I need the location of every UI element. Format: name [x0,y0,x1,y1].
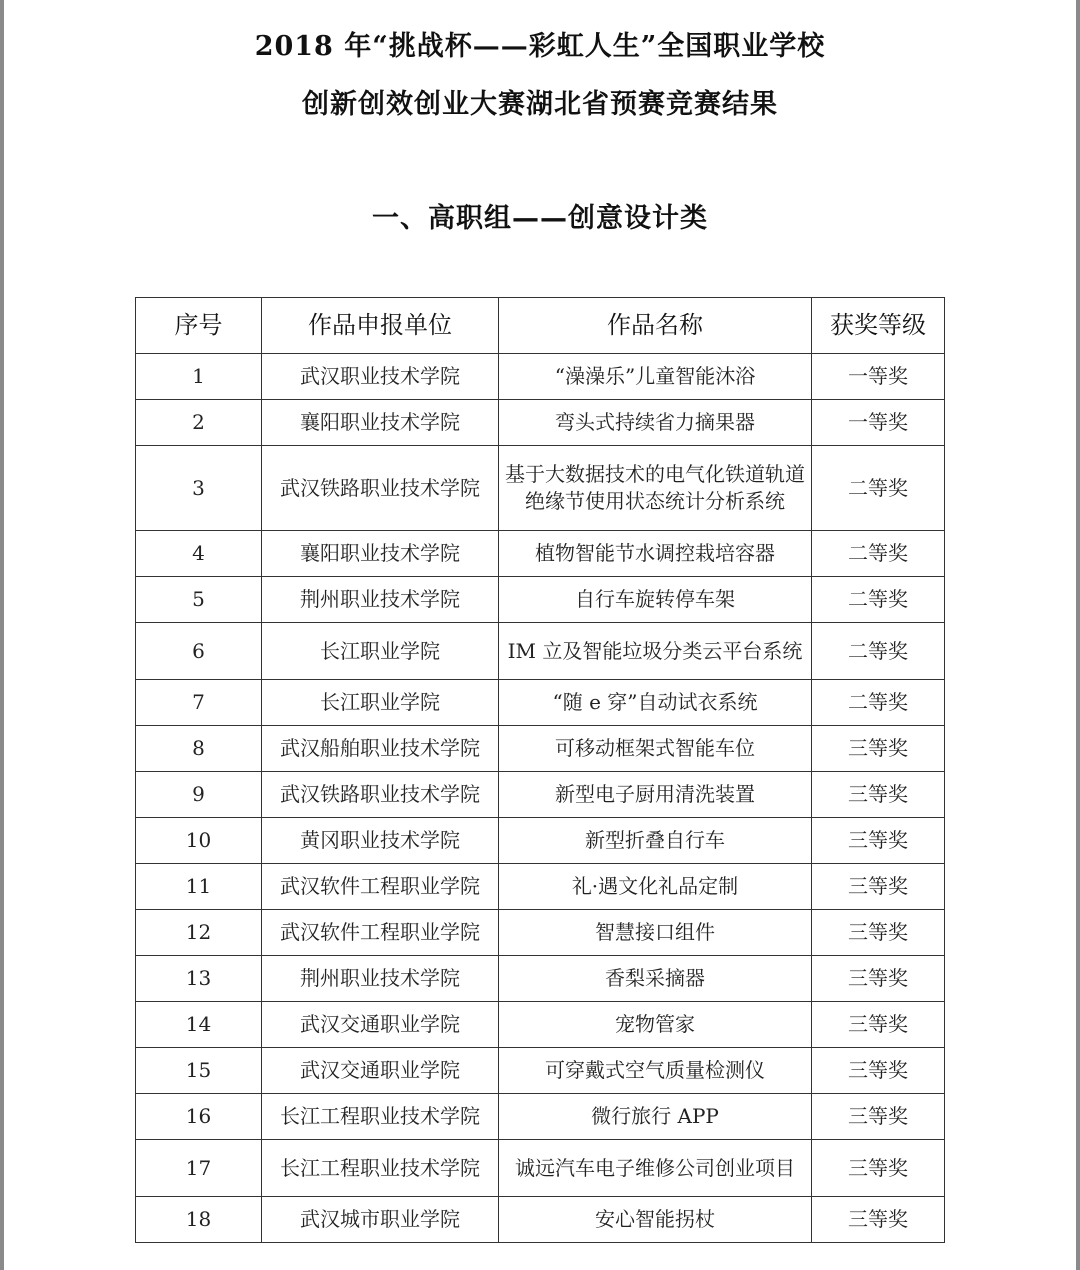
cell-serial-number: 14 [136,1002,262,1048]
document-title-line1: 2018 年“挑战杯——彩虹人生”全国职业学校 [254,31,826,62]
table-row [136,400,945,446]
cell-serial-number: 2 [136,400,262,446]
table-row [136,531,945,577]
cell-award-level: 三等奖 [812,726,945,772]
cell-award-level: 三等奖 [812,1094,945,1140]
cell-serial-number: 15 [136,1048,262,1094]
cell-award-level: 三等奖 [812,1140,945,1197]
cell-submitting-unit: 荆州职业技术学院 [262,956,499,1002]
cell-work-name: 安心智能拐杖 [499,1197,812,1243]
cell-serial-number: 10 [136,818,262,864]
cell-serial-number: 5 [136,577,262,623]
cell-work-name: “随 e 穿”自动试衣系统 [499,680,812,726]
page-edge-left [0,0,4,1270]
cell-work-name: IM 立及智能垃圾分类云平台系统 [499,623,812,680]
cell-serial-number: 8 [136,726,262,772]
cell-award-level: 三等奖 [812,956,945,1002]
cell-work-name: 新型电子厨用清洗装置 [499,772,812,818]
cell-submitting-unit: 武汉软件工程职业学院 [262,864,499,910]
cell-award-level: 三等奖 [812,1002,945,1048]
cell-submitting-unit: 武汉铁路职业技术学院 [262,446,499,531]
cell-submitting-unit: 武汉职业技术学院 [262,354,499,400]
cell-work-name: 可移动框架式智能车位 [499,726,812,772]
cell-award-level: 二等奖 [812,446,945,531]
cell-serial-number: 6 [136,623,262,680]
cell-award-level: 三等奖 [812,772,945,818]
cell-submitting-unit: 长江工程职业技术学院 [262,1094,499,1140]
cell-submitting-unit: 黄冈职业技术学院 [262,818,499,864]
cell-award-level: 一等奖 [812,354,945,400]
cell-award-level: 二等奖 [812,680,945,726]
cell-work-name: 礼·遇文化礼品定制 [499,864,812,910]
table-row [136,864,945,910]
table-row [136,1048,945,1094]
cell-serial-number: 7 [136,680,262,726]
table-row [136,772,945,818]
table-row [136,1094,945,1140]
cell-work-name: 自行车旋转停车架 [499,577,812,623]
cell-award-level: 三等奖 [812,1197,945,1243]
cell-award-level: 三等奖 [812,1048,945,1094]
cell-submitting-unit: 荆州职业技术学院 [262,577,499,623]
table-header-row [136,298,945,354]
cell-serial-number: 3 [136,446,262,531]
cell-award-level: 三等奖 [812,864,945,910]
cell-work-name: 香梨采摘器 [499,956,812,1002]
table-row [136,910,945,956]
cell-work-name: 宠物管家 [499,1002,812,1048]
cell-award-level: 三等奖 [812,818,945,864]
cell-serial-number: 16 [136,1094,262,1140]
results-table [135,297,945,1243]
table-row [136,726,945,772]
cell-work-name: “澡澡乐”儿童智能沐浴 [499,354,812,400]
cell-award-level: 二等奖 [812,531,945,577]
document-title-line2: 创新创效创业大赛湖北省预赛竞赛结果 [302,89,778,120]
table-row [136,623,945,680]
table-row [136,446,945,531]
page-edge-right [1076,0,1080,1270]
table-row [136,354,945,400]
cell-submitting-unit: 武汉交通职业学院 [262,1002,499,1048]
cell-serial-number: 12 [136,910,262,956]
cell-work-name: 基于大数据技术的电气化铁道轨道绝缘节使用状态统计分析系统 [499,446,812,531]
cell-award-level: 三等奖 [812,910,945,956]
cell-work-name: 新型折叠自行车 [499,818,812,864]
cell-serial-number: 4 [136,531,262,577]
cell-award-level: 一等奖 [812,400,945,446]
cell-serial-number: 18 [136,1197,262,1243]
cell-work-name: 诚远汽车电子维修公司创业项目 [499,1140,812,1197]
cell-submitting-unit: 武汉软件工程职业学院 [262,910,499,956]
header-serial-number: 序号 [136,298,262,354]
cell-serial-number: 17 [136,1140,262,1197]
table-row [136,577,945,623]
cell-serial-number: 1 [136,354,262,400]
cell-submitting-unit: 武汉铁路职业技术学院 [262,772,499,818]
cell-submitting-unit: 武汉交通职业学院 [262,1048,499,1094]
cell-award-level: 二等奖 [812,577,945,623]
cell-work-name: 弯头式持续省力摘果器 [499,400,812,446]
cell-work-name: 智慧接口组件 [499,910,812,956]
table-row [136,956,945,1002]
header-work-name: 作品名称 [499,298,812,354]
cell-work-name: 可穿戴式空气质量检测仪 [499,1048,812,1094]
table-body [136,354,945,1243]
header-award-level: 获奖等级 [812,298,945,354]
cell-submitting-unit: 襄阳职业技术学院 [262,400,499,446]
table-row [136,680,945,726]
table-row [136,818,945,864]
cell-serial-number: 13 [136,956,262,1002]
cell-award-level: 二等奖 [812,623,945,680]
cell-work-name: 植物智能节水调控栽培容器 [499,531,812,577]
cell-serial-number: 9 [136,772,262,818]
table-row [136,1197,945,1243]
table-row [136,1140,945,1197]
cell-submitting-unit: 襄阳职业技术学院 [262,531,499,577]
cell-submitting-unit: 长江职业学院 [262,623,499,680]
cell-submitting-unit: 武汉船舶职业技术学院 [262,726,499,772]
cell-submitting-unit: 长江职业学院 [262,680,499,726]
section-title: 一、高职组——创意设计类 [372,203,708,234]
cell-submitting-unit: 长江工程职业技术学院 [262,1140,499,1197]
cell-work-name: 微行旅行 APP [499,1094,812,1140]
header-submitting-unit: 作品申报单位 [262,298,499,354]
cell-submitting-unit: 武汉城市职业学院 [262,1197,499,1243]
table-row [136,1002,945,1048]
cell-serial-number: 11 [136,864,262,910]
